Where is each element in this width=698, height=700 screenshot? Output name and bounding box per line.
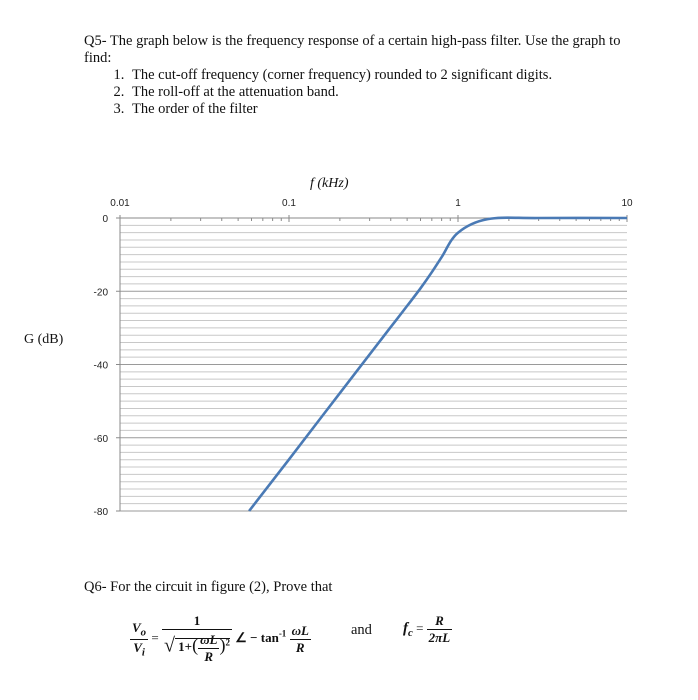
q5-item-1: 1. The cut-off frequency (corner frequency) rounded to 2 significant digits.	[128, 67, 624, 84]
x-tick-label: 10	[621, 198, 633, 209]
equation-cutoff: $f_c$ = $\frac{R}{2\pi L}$	[403, 613, 451, 645]
equation-transfer: $\frac{V_o}{V_i}$ = 1 √ 1+( $\frac{\omega L}{R}$ )$^2$ ∠ − $\tan^{-1}$ $\frac{\omega L}{R}$	[132, 613, 309, 664]
q5-item-3: 3. The order of the filter	[128, 101, 624, 118]
x-tick-label: 0.1	[282, 198, 296, 209]
y-axis-label: G (dB)	[24, 332, 64, 347]
grid-lines	[120, 218, 627, 511]
question-6: Q6- For the circuit in figure (2), Prove that	[84, 579, 333, 595]
y-tick-label: -40	[93, 360, 108, 372]
y-tick-label: -20	[93, 287, 108, 299]
q5-intro: Q5- The graph below is the frequency response of a certain high-pass filter. Use the graph to find:	[84, 33, 621, 66]
eq-lhs: $\frac{V_o}{V_i}$	[132, 619, 147, 659]
tick-labels	[94, 198, 633, 518]
and-text: and	[351, 622, 372, 638]
x-tick-label: 1	[455, 198, 461, 209]
x-tick-label: 0.01	[110, 198, 130, 209]
eq-magnitude: 1 √ 1+( $\frac{\omega L}{R}$ )$^2$	[163, 613, 230, 664]
q5-item-2: 2. The roll-off at the attenuation band.	[128, 84, 624, 101]
y-tick-label: 0	[102, 214, 108, 225]
x-axis-label: f (kHz)	[310, 176, 349, 191]
y-tick-label: -60	[93, 433, 108, 445]
eq-phase-frac: $\frac{\omega L}{R}$	[291, 622, 309, 655]
y-tick-label: -80	[93, 507, 108, 518]
